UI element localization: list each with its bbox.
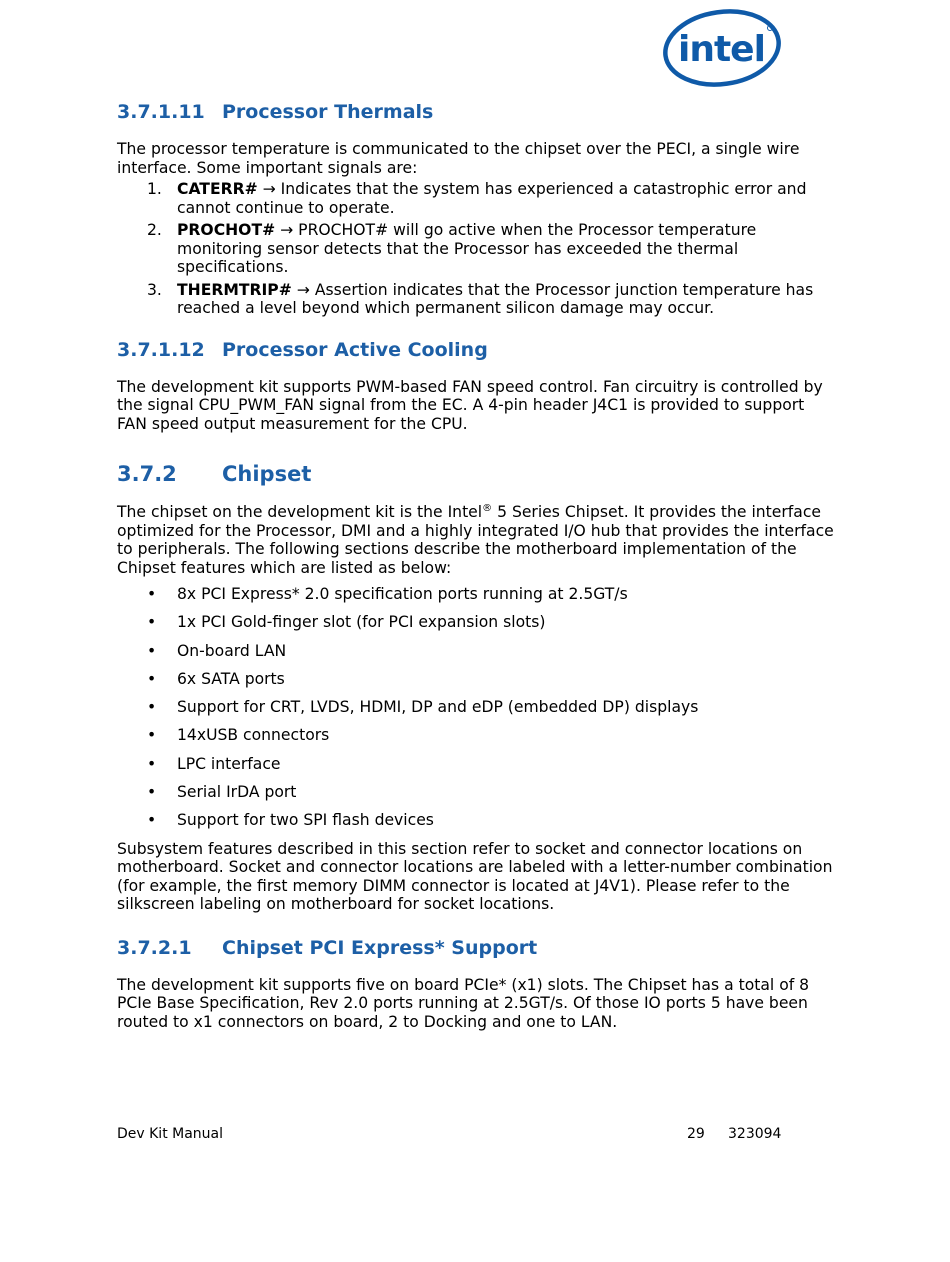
- intel-logo: [662, 6, 784, 88]
- section-number: 3.7.1.12: [117, 338, 205, 361]
- section-title: Processor Active Cooling: [222, 338, 488, 361]
- footer-doc-number: 323094: [728, 1126, 782, 1142]
- signal-description: Assertion indicates that the Processor junction temperature has reached a level beyond which permanent silicon damage may occur.: [177, 280, 814, 317]
- list-item: [117, 221, 839, 277]
- list-item: [117, 755, 839, 783]
- list-item: [117, 783, 839, 811]
- section-number: 3.7.1.11: [117, 101, 205, 123]
- list-item: [117, 698, 839, 726]
- arrow-icon: →: [280, 221, 294, 239]
- signal-name: CATERR#: [177, 180, 258, 198]
- list-body: [177, 221, 839, 277]
- feature-text: Support for two SPI flash devices: [177, 811, 434, 830]
- list-item: [117, 811, 839, 839]
- feature-text: LPC interface: [177, 754, 281, 773]
- feature-text: 1x PCI Gold-finger slot (for PCI expansion slots): [177, 613, 546, 632]
- chipset-outro: Subsystem features described in this section refer to socket and connector locations on motherboard. Socket and connector locations are labeled with a letter-number combination (for example, the first memory DIMM connector is located at J4V1). Please refer to the silkscreen labeling on motherboard for socket locations.: [117, 839, 833, 914]
- heading-chipset: [117, 461, 839, 487]
- list-item: [117, 585, 839, 613]
- feature-text: Support for CRT, LVDS, HDMI, DP and eDP (embedded DP) displays: [177, 698, 699, 717]
- list-item: [117, 670, 839, 698]
- list-body: [177, 180, 839, 217]
- section-number: 3.7.2: [117, 462, 177, 486]
- heading-active-cooling: [117, 338, 839, 362]
- signal-description: PROCHOT# will go active when the Processor temperature monitoring sensor detects that the Processor has exceeded the thermal specifications.: [177, 221, 757, 276]
- feature-text: On-board LAN: [177, 641, 287, 660]
- chipset-feature-list: [117, 585, 839, 840]
- svg-text:intel: intel: [678, 29, 765, 70]
- bullet-icon: •: [147, 669, 157, 688]
- thermal-signal-list: [117, 180, 839, 318]
- list-body: [177, 281, 839, 318]
- signal-name: PROCHOT#: [177, 221, 276, 239]
- list-number: 3.: [147, 280, 162, 299]
- section-title: Chipset PCI Express* Support: [222, 936, 538, 959]
- feature-text: 8x PCI Express* 2.0 specification ports running at 2.5GT/s: [177, 585, 628, 603]
- list-item: [117, 281, 839, 318]
- page-content: [117, 100, 839, 1031]
- bullet-icon: •: [147, 811, 157, 830]
- signal-description: Indicates that the system has experienced a catastrophic error and cannot continue to operate.: [177, 180, 807, 217]
- footer-doc-title: Dev Kit Manual: [117, 1126, 224, 1142]
- list-item: [117, 180, 839, 217]
- heading-processor-thermals: [117, 100, 839, 124]
- bullet-icon: •: [147, 783, 157, 802]
- footer-page-number: 29: [687, 1126, 705, 1142]
- list-number: 2.: [147, 221, 162, 239]
- registered-mark: ®: [482, 502, 493, 514]
- arrow-icon: →: [262, 180, 276, 198]
- chipset-intro: [117, 503, 839, 577]
- arrow-icon: →: [296, 280, 310, 299]
- bullet-icon: •: [147, 754, 157, 773]
- list-item: [117, 726, 839, 754]
- bullet-icon: •: [147, 585, 157, 603]
- bullet-icon: •: [147, 613, 157, 632]
- chipset-intro-text: The chipset on the development kit is the Intel: [117, 503, 483, 521]
- chipset-intro-text: 5 Series Chipset. It provides the interface optimized for the Processor, DMI and a highly integrated I/O hub that provides the interface to peripherals. The following sections describe the motherboard implementation of the Chipset features which are listed as below:: [117, 503, 834, 577]
- feature-text: Serial IrDA port: [177, 783, 297, 802]
- thermals-intro: The processor temperature is communicated to the chipset over the PECI, a single wire interface. Some important signals are:: [117, 140, 800, 177]
- bullet-icon: •: [147, 698, 157, 717]
- list-item: [117, 642, 839, 670]
- section-number: 3.7.2.1: [117, 936, 192, 959]
- bullet-icon: •: [147, 641, 157, 660]
- bullet-icon: •: [147, 726, 157, 745]
- pci-express-body: The development kit supports five on board PCIe* (x1) slots. The Chipset has a total of 8 PCIe Base Specification, Rev 2.0 ports running at 2.5GT/s. Of those IO ports 5 have been routed to x1 connectors on board, 2 to Docking and one to LAN.: [117, 975, 810, 1031]
- feature-text: 6x SATA ports: [177, 669, 285, 688]
- section-title: Chipset: [222, 462, 312, 486]
- signal-name: THERMTRIP#: [177, 280, 292, 299]
- list-number: 1.: [147, 180, 162, 198]
- list-item: [117, 613, 839, 641]
- feature-text: 14xUSB connectors: [177, 726, 330, 745]
- active-cooling-body: The development kit supports PWM-based FAN speed control. Fan circuitry is controlled by the signal CPU_PWM_FAN signal from the EC. A 4-pin header J4C1 is provided to support FAN speed output measurement for the CPU.: [117, 377, 823, 433]
- section-title: Processor Thermals: [222, 101, 434, 123]
- heading-pci-express-support: [117, 936, 839, 960]
